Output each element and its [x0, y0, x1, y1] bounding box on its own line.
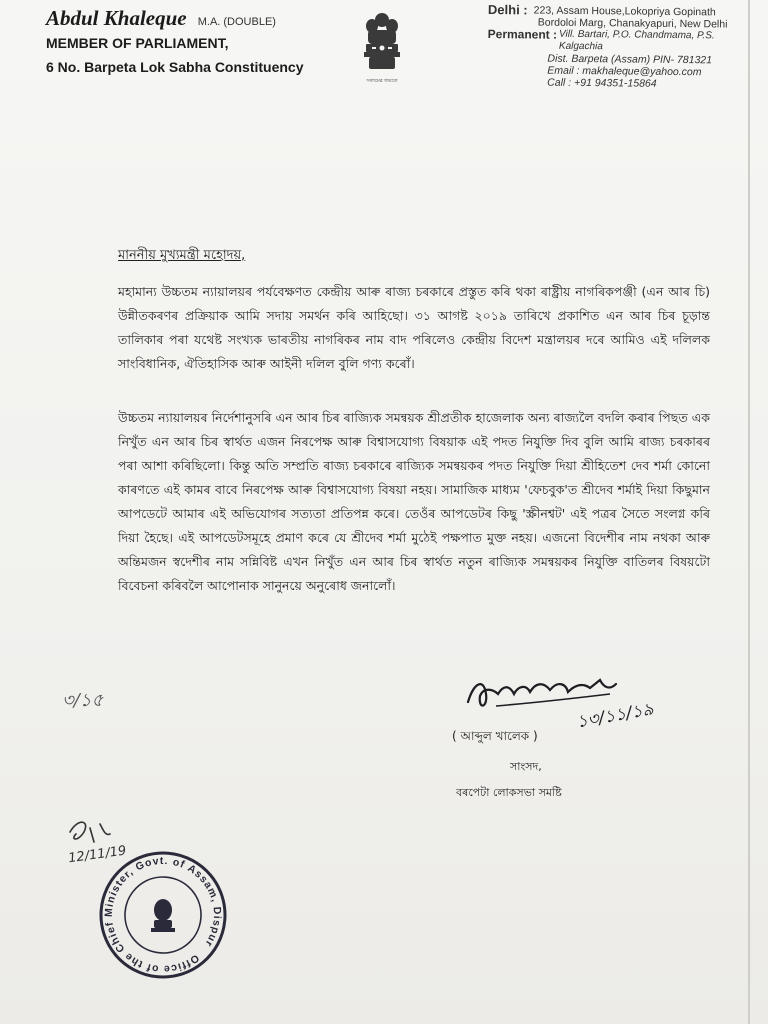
national-emblem-icon: [360, 10, 404, 76]
delhi-address-line2: Bordoloi Marg, Chanakyapuri, New Delhi: [537, 16, 728, 31]
stamp-text: Office of the Chief Minister, Govt. of Assam, Dispur: [102, 854, 224, 976]
letterhead-left: [46, 6, 304, 75]
signatory-constituency: বৰপেটা লোকসভা সমষ্টি: [456, 786, 562, 799]
permanent-address-line2: Dist. Barpeta (Assam) PIN- 781321: [547, 52, 713, 67]
signatory-title: সাংসদ,: [510, 760, 542, 773]
sender-position: MEMBER OF PARLIAMENT,: [46, 35, 229, 51]
permanent-label: Permanent :: [487, 26, 558, 42]
emblem-caption: সত্যমেৱ জয়তে: [366, 78, 398, 84]
page-fold-line: [748, 0, 750, 1024]
margin-note: ৩/১৫: [62, 690, 104, 711]
signature-date: ১৩/১১/১৯: [575, 699, 656, 733]
phone-line: Call : +91 94351-15864: [547, 76, 657, 90]
sender-constituency: 6 No. Barpeta Lok Sabha Constituency: [46, 59, 304, 75]
signature-icon: [460, 664, 700, 734]
paragraph-1: মহামান্য উচ্চতম ন্যায়ালয়ৰ পৰ্যবেক্ষণত কেন্দ্ৰীয় আৰু ৰাজ্য চৰকাৰে প্ৰস্তুত কৰি থকা ৰাষ্ট্ৰীয় নাগৰিকপঞ্জী (এন আৰ চি) উন্নীতকৰণৰ প্ৰক্ৰিয়াক আমি সদায় সমৰ্থন কৰি আহিছো। ৩১ আগষ্ট ২০১৯ তাৰিখে প্ৰকাশিত এন আৰ চিৰ চূড়ান্ত তালিকাৰ পৰা যথেষ্ট সংখ্যক ভাৰতীয় নাগৰিকৰ নাম বাদ পৰিলেও কেন্দ্ৰীয় বিদেশ মন্ত্ৰালয়ৰ দৰে আমিও এই দলিলক সাংবিধানিক, ঐতিহাসিক আৰু আইনী দলিল বুলি গণ্য কৰোঁ।: [118, 284, 710, 371]
sender-name: Abdul Khaleque: [46, 6, 187, 30]
received-date: 12/11/19: [67, 843, 128, 867]
letterhead-right: [487, 4, 748, 91]
permanent-address-line1: Vill. Bartari, P.O. Chandmama, P.S. Kalgachia: [558, 28, 715, 53]
delhi-address-line1: 223, Assam House,Lokopriya Gopinath: [533, 4, 716, 19]
salutation: মাননীয় মুখ্যমন্ত্ৰী মহোদয়,: [118, 248, 246, 263]
sender-qualification: M.A. (DOUBLE): [197, 16, 276, 28]
email-line: Email : makhaleque@yahoo.com: [547, 64, 702, 79]
delhi-label: Delhi :: [487, 2, 528, 18]
office-stamp-icon: [88, 840, 238, 990]
signatory-name: ( আব্দুল খালেক ): [452, 729, 538, 743]
paragraph-2: উচ্চতম ন্যায়ালয়ৰ নিৰ্দেশানুসৰি এন আৰ চিৰ ৰাজ্যিক সমন্বয়ক শ্ৰীপ্ৰতীক হাজেলাক অন্য ৰাজ্যলৈ বদলি কৰাৰ পিছত এক নিখুঁত এন আৰ চিৰ স্বাৰ্থত এজন নিৰপেক্ষ আৰু বিশ্বাসযোগ্য বিষয়াক এই পদত নিযুক্তি দিব বুলি আমি ৰাজ্য চৰকাৰৰ পৰা আশা কৰিছিলো। কিন্তু অতি সম্প্ৰতি ৰাজ্য চৰকাৰে ৰাজ্যিক সমন্বয়কৰ পদত নিযুক্তি দিয়া শ্ৰীহিতেশ দেব শৰ্মা কোনো কাৰণতে এই কামৰ বাবে নিৰপেক্ষ আৰু বিশ্বাসযোগ্য বিষয়া নহয়। সামাজিক মাধ্যম 'ফেচবুক'ত শ্ৰীদেব শৰ্মাই দিয়া কিছুমান আপডেটে আমাৰ এই অভিযোগৰ সত্যতা প্ৰতিপন্ন কৰে। তেওঁৰ আপডেটৰ কিছু 'স্ক্ৰীনশ্বট' এই পত্ৰৰ সৈতে সংলগ্ন কৰি দিয়া হৈছে। এই আপডেটসমূহে প্ৰমাণ কৰে যে শ্ৰীদেব শৰ্মা মুঠেই পক্ষপাত মুক্ত নহয়। এজনো বিদেশীৰ নাম নথকা আৰু অন্তিমজন স্বদেশীৰ নাম সন্নিবিষ্ট এখন নিখুঁত এন আৰ চিৰ স্বাৰ্থত নতুন ৰাজ্যিক সমন্বয়কৰ নিযুক্তি বাতিলৰ বিষয়টো বিবেচনা কৰিবলৈ আপোনাক সানুনয়ে অনুৰোধ জনালোঁ।: [118, 410, 710, 593]
